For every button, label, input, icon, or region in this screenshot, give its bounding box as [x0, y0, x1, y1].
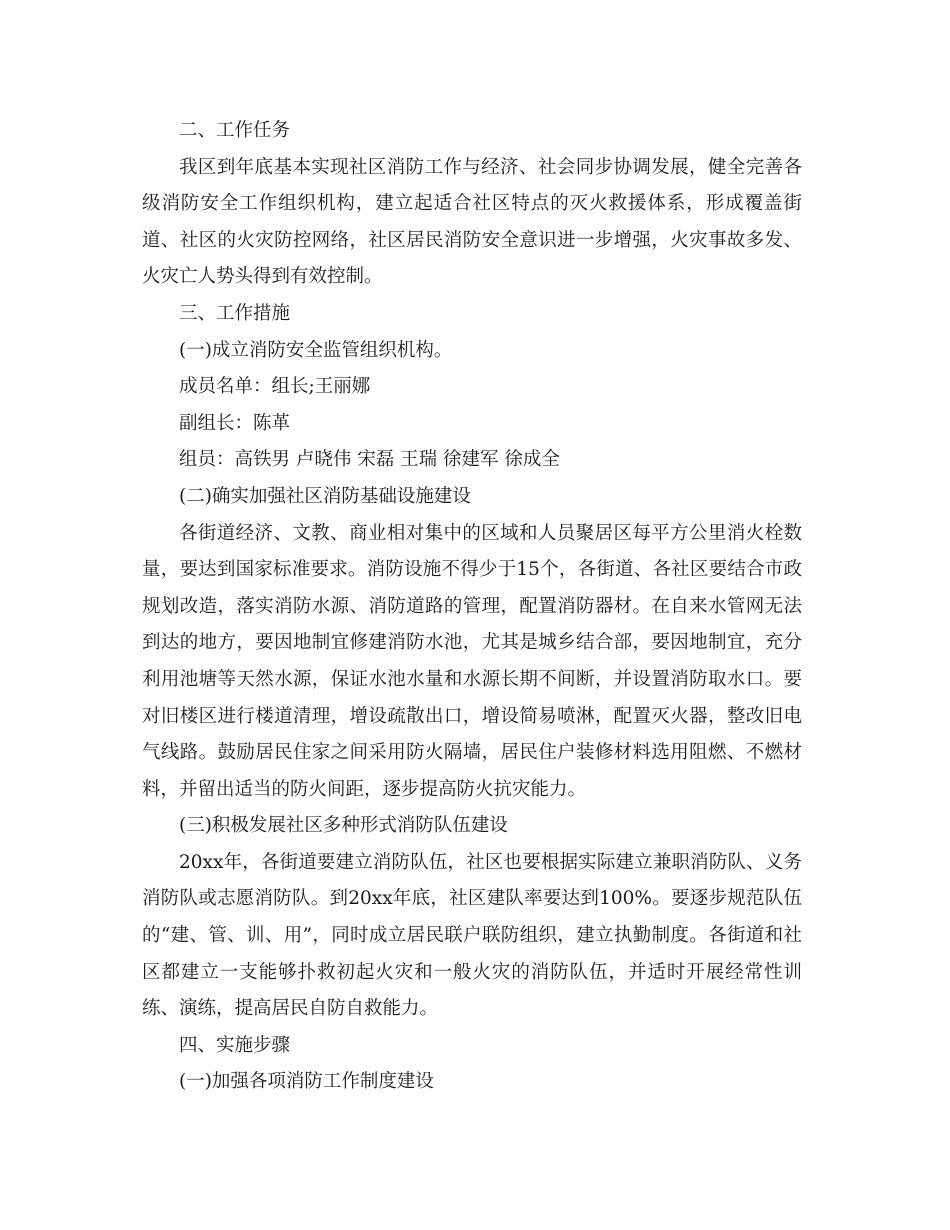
paragraph: 各街道经济、文教、商业相对集中的区域和人员聚居区每平方公里消火栓数量，要达到国家标准要求。消防设施不得少于15个，各街道、各社区要结合市政规划改造，落实消防水源、消防道路的管理，配置消防器材。在自来水管网无法到达的地方，要因地制宜修建消防水池，尤其是城乡结合部，要因地制宜，充分利用池塘等天然水源，保证水池水量和水源长期不间断，并设置消防取水口。要对旧楼区进行楼道清理，增设疏散出口，增设简易喷淋，配置灭火器，整改旧电气线路。鼓励居民住家之间采用防火隔墙，居民住户装修材料选用阻燃、不燃材料，并留出适当的防火间距，逐步提高防火抗灾能力。	[142, 522, 802, 800]
subsection-heading: (一)成立消防安全监管组织机构。	[179, 339, 453, 361]
paragraph: 我区到年底基本实现社区消防工作与经济、社会同步协调发展，健全完善各级消防安全工作组织机构，建立起适合社区特点的灭火救援体系，形成覆盖街道、社区的火灾防控网络，社区居民消防安全意识进一步增强，火灾事故多发、火灾亡人势头得到有效控制。	[142, 156, 802, 288]
deputy-leader-line: 副组长：陈革	[179, 412, 291, 434]
section-heading: 四、实施步骤	[179, 1034, 291, 1056]
document-body	[142, 113, 802, 1101]
paragraph: 20xx年，各街道要建立消防队伍，社区也要根据实际建立兼职消防队、义务消防队或志愿消防队。到20xx年底，社区建队率要达到100%。要逐步规范队伍的“建、管、训、用”，同时成立居民联户联防组织，建立执勤制度。各街道和社区都建立一支能够扑救初起火灾和一般火灾的消防队伍，并适时开展经常性训练、演练，提高居民自防自救能力。	[142, 851, 802, 1020]
subsection-heading: (三)积极发展社区多种形式消防队伍建设	[179, 815, 508, 837]
section-heading: 三、工作措施	[179, 302, 291, 324]
subsection-heading: (一)加强各项消防工作制度建设	[179, 1071, 434, 1093]
section-heading: 二、工作任务	[179, 120, 291, 141]
subsection-heading: (二)确实加强社区消防基础设施建设	[179, 485, 471, 507]
member-list-line: 成员名单：组长;王丽娜	[179, 376, 371, 398]
members-line: 组员：高铁男 卢晓伟 宋磊 王瑞 徐建军 徐成全	[179, 449, 560, 471]
